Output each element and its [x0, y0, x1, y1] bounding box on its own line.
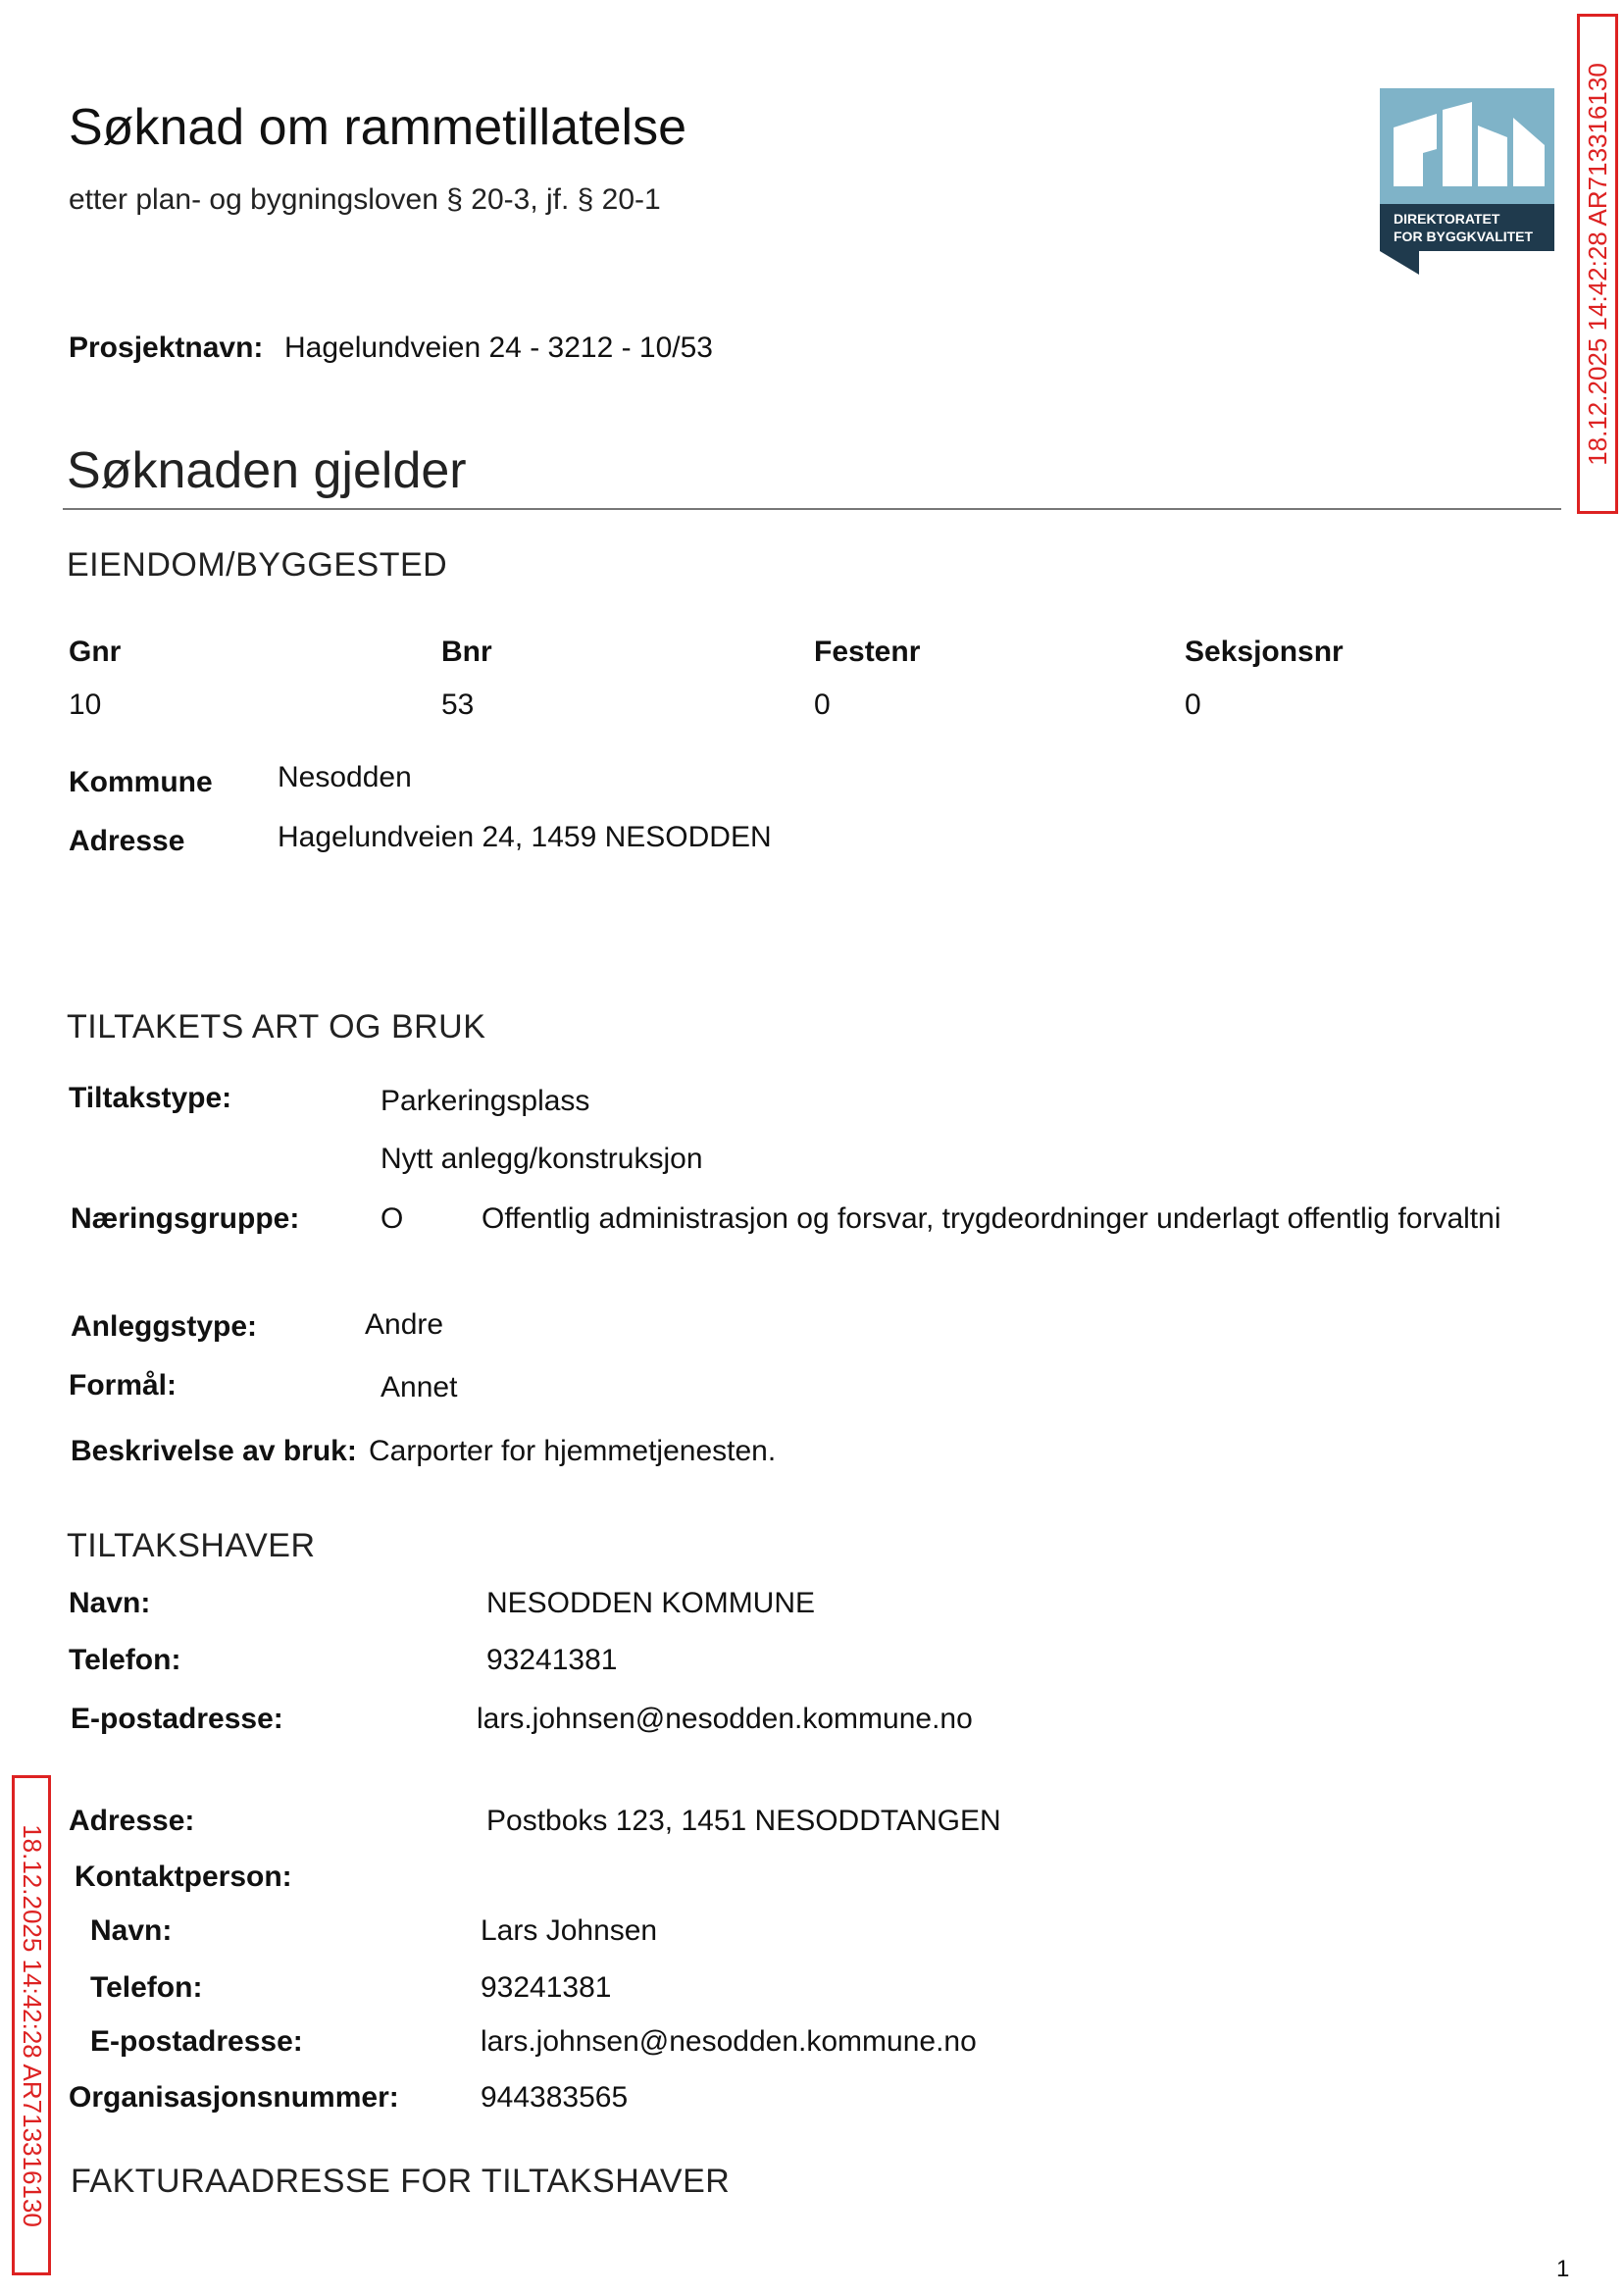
dibk-logo-graphic	[1380, 88, 1554, 275]
formaal-label: Formål:	[69, 1369, 178, 1402]
tiltakshaver-navn-value: NESODDEN KOMMUNE	[486, 1587, 816, 1619]
festenr-value: 0	[814, 688, 831, 721]
kommune-label: Kommune	[69, 766, 213, 798]
tiltakshaver-adresse-label: Adresse:	[69, 1805, 195, 1837]
anleggstype-label: Anleggstype:	[71, 1310, 258, 1343]
bnr-label: Bnr	[441, 636, 492, 668]
formaal-value: Annet	[381, 1371, 458, 1403]
kontakt-navn-label: Navn:	[90, 1914, 173, 1947]
logo-text-line1: DIREKTORATET	[1394, 211, 1500, 227]
document-subtitle: etter plan- og bygningsloven § 20-3, jf. § 20-1	[69, 183, 661, 216]
kommune-value: Nesodden	[278, 761, 412, 793]
seksjonsnr-value: 0	[1185, 688, 1201, 721]
logo-text-line2: FOR BYGGKVALITET	[1394, 229, 1534, 244]
beskrivelse-label: Beskrivelse av bruk:	[71, 1435, 357, 1467]
adresse-label: Adresse	[69, 825, 185, 857]
kontakt-epost-label: E-postadresse:	[90, 2025, 303, 2058]
page-number: 1	[1556, 2256, 1570, 2282]
tiltakshaver-telefon-label: Telefon:	[69, 1644, 181, 1676]
seksjonsnr-label: Seksjonsnr	[1185, 636, 1344, 668]
tiltakshaver-heading: TILTAKSHAVER	[67, 1527, 316, 1564]
project-value: Hagelundveien 24 - 3212 - 10/53	[284, 331, 713, 364]
section-title: Søknaden gjelder	[67, 442, 467, 499]
tiltak-heading: TILTAKETS ART OG BRUK	[67, 1008, 486, 1045]
project-label: Prosjektnavn:	[69, 331, 264, 364]
kontakt-telefon-label: Telefon:	[90, 1971, 203, 2004]
tiltakshaver-adresse-value: Postboks 123, 1451 NESODDTANGEN	[486, 1805, 1001, 1837]
receipt-stamp-top	[1577, 14, 1618, 514]
adresse-value: Hagelundveien 24, 1459 NESODDEN	[278, 821, 772, 853]
kontakt-telefon-value: 93241381	[481, 1971, 612, 2004]
bnr-value: 53	[441, 688, 475, 721]
tiltakshaver-navn-label: Navn:	[69, 1587, 151, 1619]
gnr-value: 10	[69, 688, 102, 721]
kontaktperson-label: Kontaktperson:	[75, 1861, 292, 1893]
tiltakshaver-telefon-value: 93241381	[486, 1644, 618, 1676]
gnr-label: Gnr	[69, 636, 122, 668]
tiltakstype-label: Tiltakstype:	[69, 1082, 232, 1114]
beskrivelse-value: Carporter for hjemmetjenesten.	[369, 1435, 777, 1467]
festenr-label: Festenr	[814, 636, 921, 668]
organisasjonsnummer-value: 944383565	[481, 2081, 629, 2114]
dibk-logo	[1380, 88, 1554, 275]
receipt-stamp-bottom	[12, 1775, 51, 2275]
naeringsgruppe-label: Næringsgruppe:	[71, 1202, 300, 1235]
property-heading: EIENDOM/BYGGESTED	[67, 546, 448, 584]
anleggstype-value: Andre	[365, 1308, 444, 1341]
tiltakshaver-epost-label: E-postadresse:	[71, 1703, 283, 1735]
kontakt-navn-value: Lars Johnsen	[481, 1914, 658, 1947]
tiltakstype-value-1: Parkeringsplass	[381, 1085, 590, 1117]
naeringsgruppe-code: O	[381, 1202, 404, 1235]
naeringsgruppe-description: Offentlig administrasjon og forsvar, trygdeordninger underlagt offentlig forvaltni	[482, 1202, 1501, 1235]
tiltakshaver-epost-value: lars.johnsen@nesodden.kommune.no	[477, 1703, 973, 1735]
stamp-text-bottom: 18.12.2025 14:42:28 AR713316130	[17, 1823, 47, 2227]
document-title: Søknad om rammetillatelse	[69, 99, 686, 156]
organisasjonsnummer-label: Organisasjonsnummer:	[69, 2081, 399, 2114]
section-divider	[63, 508, 1561, 510]
faktura-heading: FAKTURAADRESSE FOR TILTAKSHAVER	[71, 2163, 731, 2200]
stamp-text-top: 18.12.2025 14:42:28 AR713316130	[1582, 62, 1612, 466]
tiltakstype-value-2: Nytt anlegg/konstruksjon	[381, 1143, 703, 1175]
kontakt-epost-value: lars.johnsen@nesodden.kommune.no	[481, 2025, 977, 2058]
